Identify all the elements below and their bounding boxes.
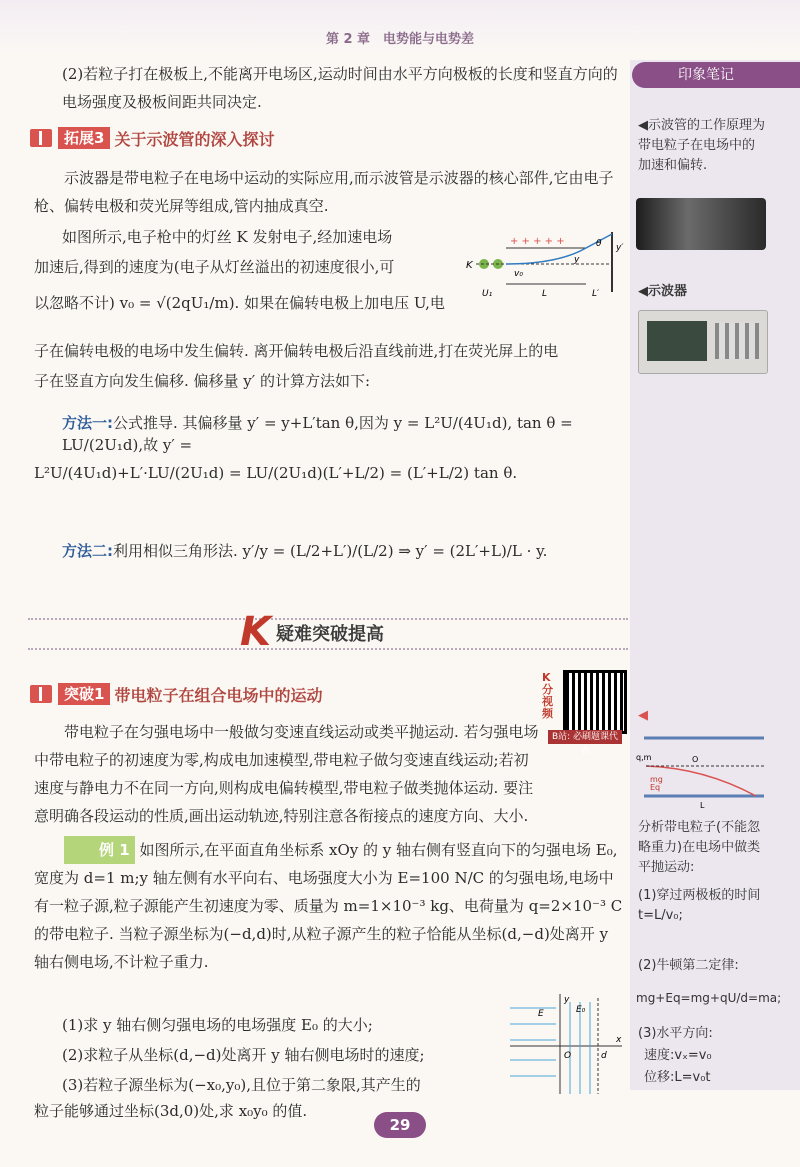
oscilloscope-photo [638, 310, 768, 374]
question-3b: 粒子能够通过坐标(3d,0)处,求 x₀y₀ 的值. [34, 1102, 308, 1120]
extension-paragraph-2e: 子在竖直方向发生偏移. 偏移量 y′ 的计算方法如下: [34, 372, 371, 390]
extension-paragraph-2a: 如图所示,电子枪中的灯丝 K 发射电子,经加速电场 [62, 228, 393, 246]
tube-label-y: y [574, 255, 580, 265]
svg-text:L: L [700, 801, 705, 810]
field-label-e: E [538, 1009, 544, 1019]
tube-label-yp: y′ [616, 243, 624, 253]
method-1-label: 方法一: [62, 414, 113, 432]
page-number: 29 [374, 1112, 426, 1138]
sidebar-note-oscilloscope: ◀示波器 [638, 284, 687, 299]
oscilloscope-tube-photo [636, 198, 766, 250]
method-1-continued: L²U/(4U₁d)+L′·LU/(2U₁d) = LU/(2U₁d)(L′+L/2) = (L′+L/2) tan θ. [34, 464, 518, 482]
field-label-e0: E₀ [576, 1005, 586, 1015]
question-3a: (3)若粒子源坐标为(−x₀,y₀),且位于第二象限,其产生的 [62, 1076, 421, 1094]
sidebar-note-analysis: 分析带电粒子(不能忽略重力)在电场中做类平抛运动: [638, 820, 761, 875]
svg-text:mg: mg [650, 775, 663, 784]
svg-text:Eq: Eq [650, 783, 661, 792]
field-diagram [506, 990, 626, 1100]
tube-label-theta: θ [596, 239, 602, 249]
origin-label: O [564, 1051, 572, 1061]
book-icon [30, 129, 52, 147]
example-stem: 如图所示,在平面直角坐标系 xOy 的 y 轴右侧有竖直向下的匀强电场 E₀,宽度为 d=1 m;y 轴左侧有水平向右、电场强度大小为 E=100 N/C 的匀强电场,电场中有一粒子源,粒子源能产生初速度为零、质量为 m=1×10⁻³ kg、电荷量为 q=2×10⁻³ C 的带电粒子. 当粒子源坐标为(−d,d)时,从粒子源产生的粒子恰能从坐标(d,−d)处离开 y 轴右侧电场,不计粒子重力. [34, 841, 623, 971]
question-1: (1)求 y 轴右侧匀强电场的电场强度 E₀ 的大小; [62, 1016, 373, 1034]
svg-text:O: O [692, 755, 699, 764]
extension-paragraph-1: 示波器是带电粒子在电场中运动的实际应用,而示波管是示波器的核心部件,它由电子枪、偏转电极和荧光屏等组成,管内抽成真空. [34, 169, 614, 215]
qr-code[interactable] [563, 670, 627, 734]
tube-label-l: L [542, 289, 548, 299]
sidebar-note-tube: ◀示波管的工作原理为带电粒子在电场中的加速和偏转. [638, 118, 765, 173]
sidebar-step-1: (1)穿过两极板的时间 t=L/v₀; [638, 888, 761, 923]
sidebar-step-2: (2)牛顿第二定律: [638, 958, 739, 973]
tube-label-lp: L′ [592, 289, 600, 299]
section-k-mark: K [240, 609, 271, 655]
breakthrough-paragraph: 带电粒子在匀强电场中一般做匀变速直线运动或类平抛运动. 若匀强电场中带电粒子的初速度为零,构成电加速模型,带电粒子做匀变速直线运动;若初速度与静电力不在同一方向,则构成电偏转模型,带电粒子做类抛体运动. 要注意明确各段运动的性质,画出运动轨迹,特别注意各衔接点的速度方向、大小. [34, 723, 539, 825]
sidebar-step-3b: 位移:L=v₀t [644, 1070, 711, 1085]
extension-paragraph-2c: 以忽略不计) v₀ = √(2qU₁/m). 如果在偏转电极上加电压 U,电 [34, 294, 445, 312]
method-1 [62, 412, 632, 456]
tube-label-k: K [466, 260, 473, 271]
extension-tag: 拓展3 [58, 127, 110, 149]
extension-paragraph-2b: 加速后,得到的速度为(电子从灯丝溢出的初速度很小,可 [34, 258, 395, 276]
qr-caption: B站: 必刷题课代表 [548, 730, 622, 744]
method-1-text: 公式推导. 其偏移量 y′ = y+L′tan θ,因为 y = L²U/(4U₁d), tan θ = LU/(2U₁d),故 y′ = [62, 414, 573, 454]
section-title: 疑难突破提高 [276, 624, 384, 645]
extension-paragraph-2d: 子在偏转电极的电场中发生偏转. 离开偏转电极后沿直线前进,打在荧光屏上的电 [34, 342, 559, 360]
example-tag: 例 1 [64, 836, 135, 864]
chapter-title: 第 2 章 电势能与电势差 [325, 32, 475, 47]
extension-title: 关于示波管的深入探讨 [114, 129, 275, 149]
example-1 [34, 836, 624, 976]
width-label-d: d [601, 1051, 607, 1061]
breakthrough-paragraph-a [34, 718, 540, 830]
tube-label-u1: U₁ [482, 289, 493, 299]
question-2: (2)求粒子从坐标(d,−d)处离开 y 轴右侧电场时的速度; [62, 1046, 425, 1064]
svg-text:+ + + + +: + + + + + [510, 236, 565, 247]
top-paragraph: (2)若粒子打在极板上,不能离开电场区,运动时间由水平方向极板的长度和竖直方向的电场强度及极板间距共同决定. [62, 65, 618, 111]
sidebar-step-3: (3)水平方向: [638, 1026, 713, 1041]
breakthrough-tag: 突破1 [58, 683, 110, 705]
sidebar-step-2-eq: mg+Eq=mg+qU/d=ma; [636, 991, 782, 1005]
sidebar-deflection-diagram [634, 730, 774, 814]
svg-text:q,m: q,m [636, 753, 652, 762]
method-2 [62, 540, 632, 562]
tube-diagram [462, 228, 630, 300]
axis-label-y: y [564, 995, 570, 1005]
video-label: K分视频 [542, 671, 553, 720]
breakthrough-title: 带电粒子在组合电场中的运动 [114, 685, 323, 705]
sidebar-arrow: ◀ [638, 708, 648, 723]
sidebar-title: 印象笔记 [632, 62, 800, 88]
tube-label-v0: v₀ [514, 269, 523, 279]
method-2-text: 利用相似三角形法. y′/y = (L/2+L′)/(L/2) ⇒ y′ = (2L′+L)/L · y. [113, 542, 548, 560]
sidebar-step-3a: 速度:vₓ=v₀ [644, 1048, 712, 1063]
method-2-label: 方法二: [62, 542, 113, 560]
extension-3-heading [30, 126, 274, 150]
breakthrough-1-heading [30, 682, 322, 706]
axis-label-x: x [616, 1035, 622, 1045]
book-icon [30, 685, 52, 703]
